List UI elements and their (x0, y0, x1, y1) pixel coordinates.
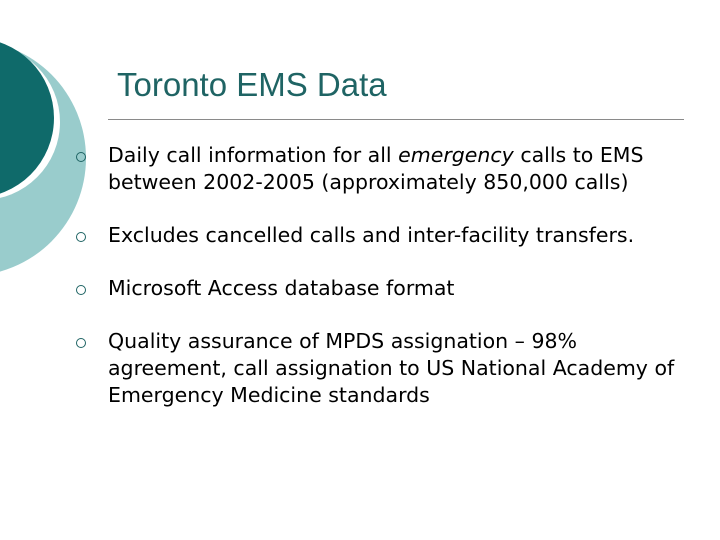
title-divider (108, 119, 684, 120)
bullet-text: Excludes cancelled calls and inter-facility transfers. (108, 223, 635, 247)
bullet-text: Microsoft Access database format (108, 276, 455, 300)
hollow-circle-bullet-icon (76, 232, 86, 242)
slide-title: Toronto EMS Data (117, 66, 387, 103)
bullet-text: Daily call information for all emergency calls to EMS between 2002-2005 (approximately 850,000 calls) (108, 143, 644, 194)
bullet-item (76, 328, 696, 409)
bullet-text: Quality assurance of MPDS assignation – 98% agreement, call assignation to US National Academy of Emergency Medicine standards (108, 329, 675, 407)
bullet-list (76, 142, 696, 409)
hollow-circle-bullet-icon (76, 152, 86, 162)
bullet-item (76, 222, 696, 249)
hollow-circle-bullet-icon (76, 338, 86, 348)
bullet-item (76, 142, 696, 196)
bullet-item (76, 275, 696, 302)
hollow-circle-bullet-icon (76, 285, 86, 295)
